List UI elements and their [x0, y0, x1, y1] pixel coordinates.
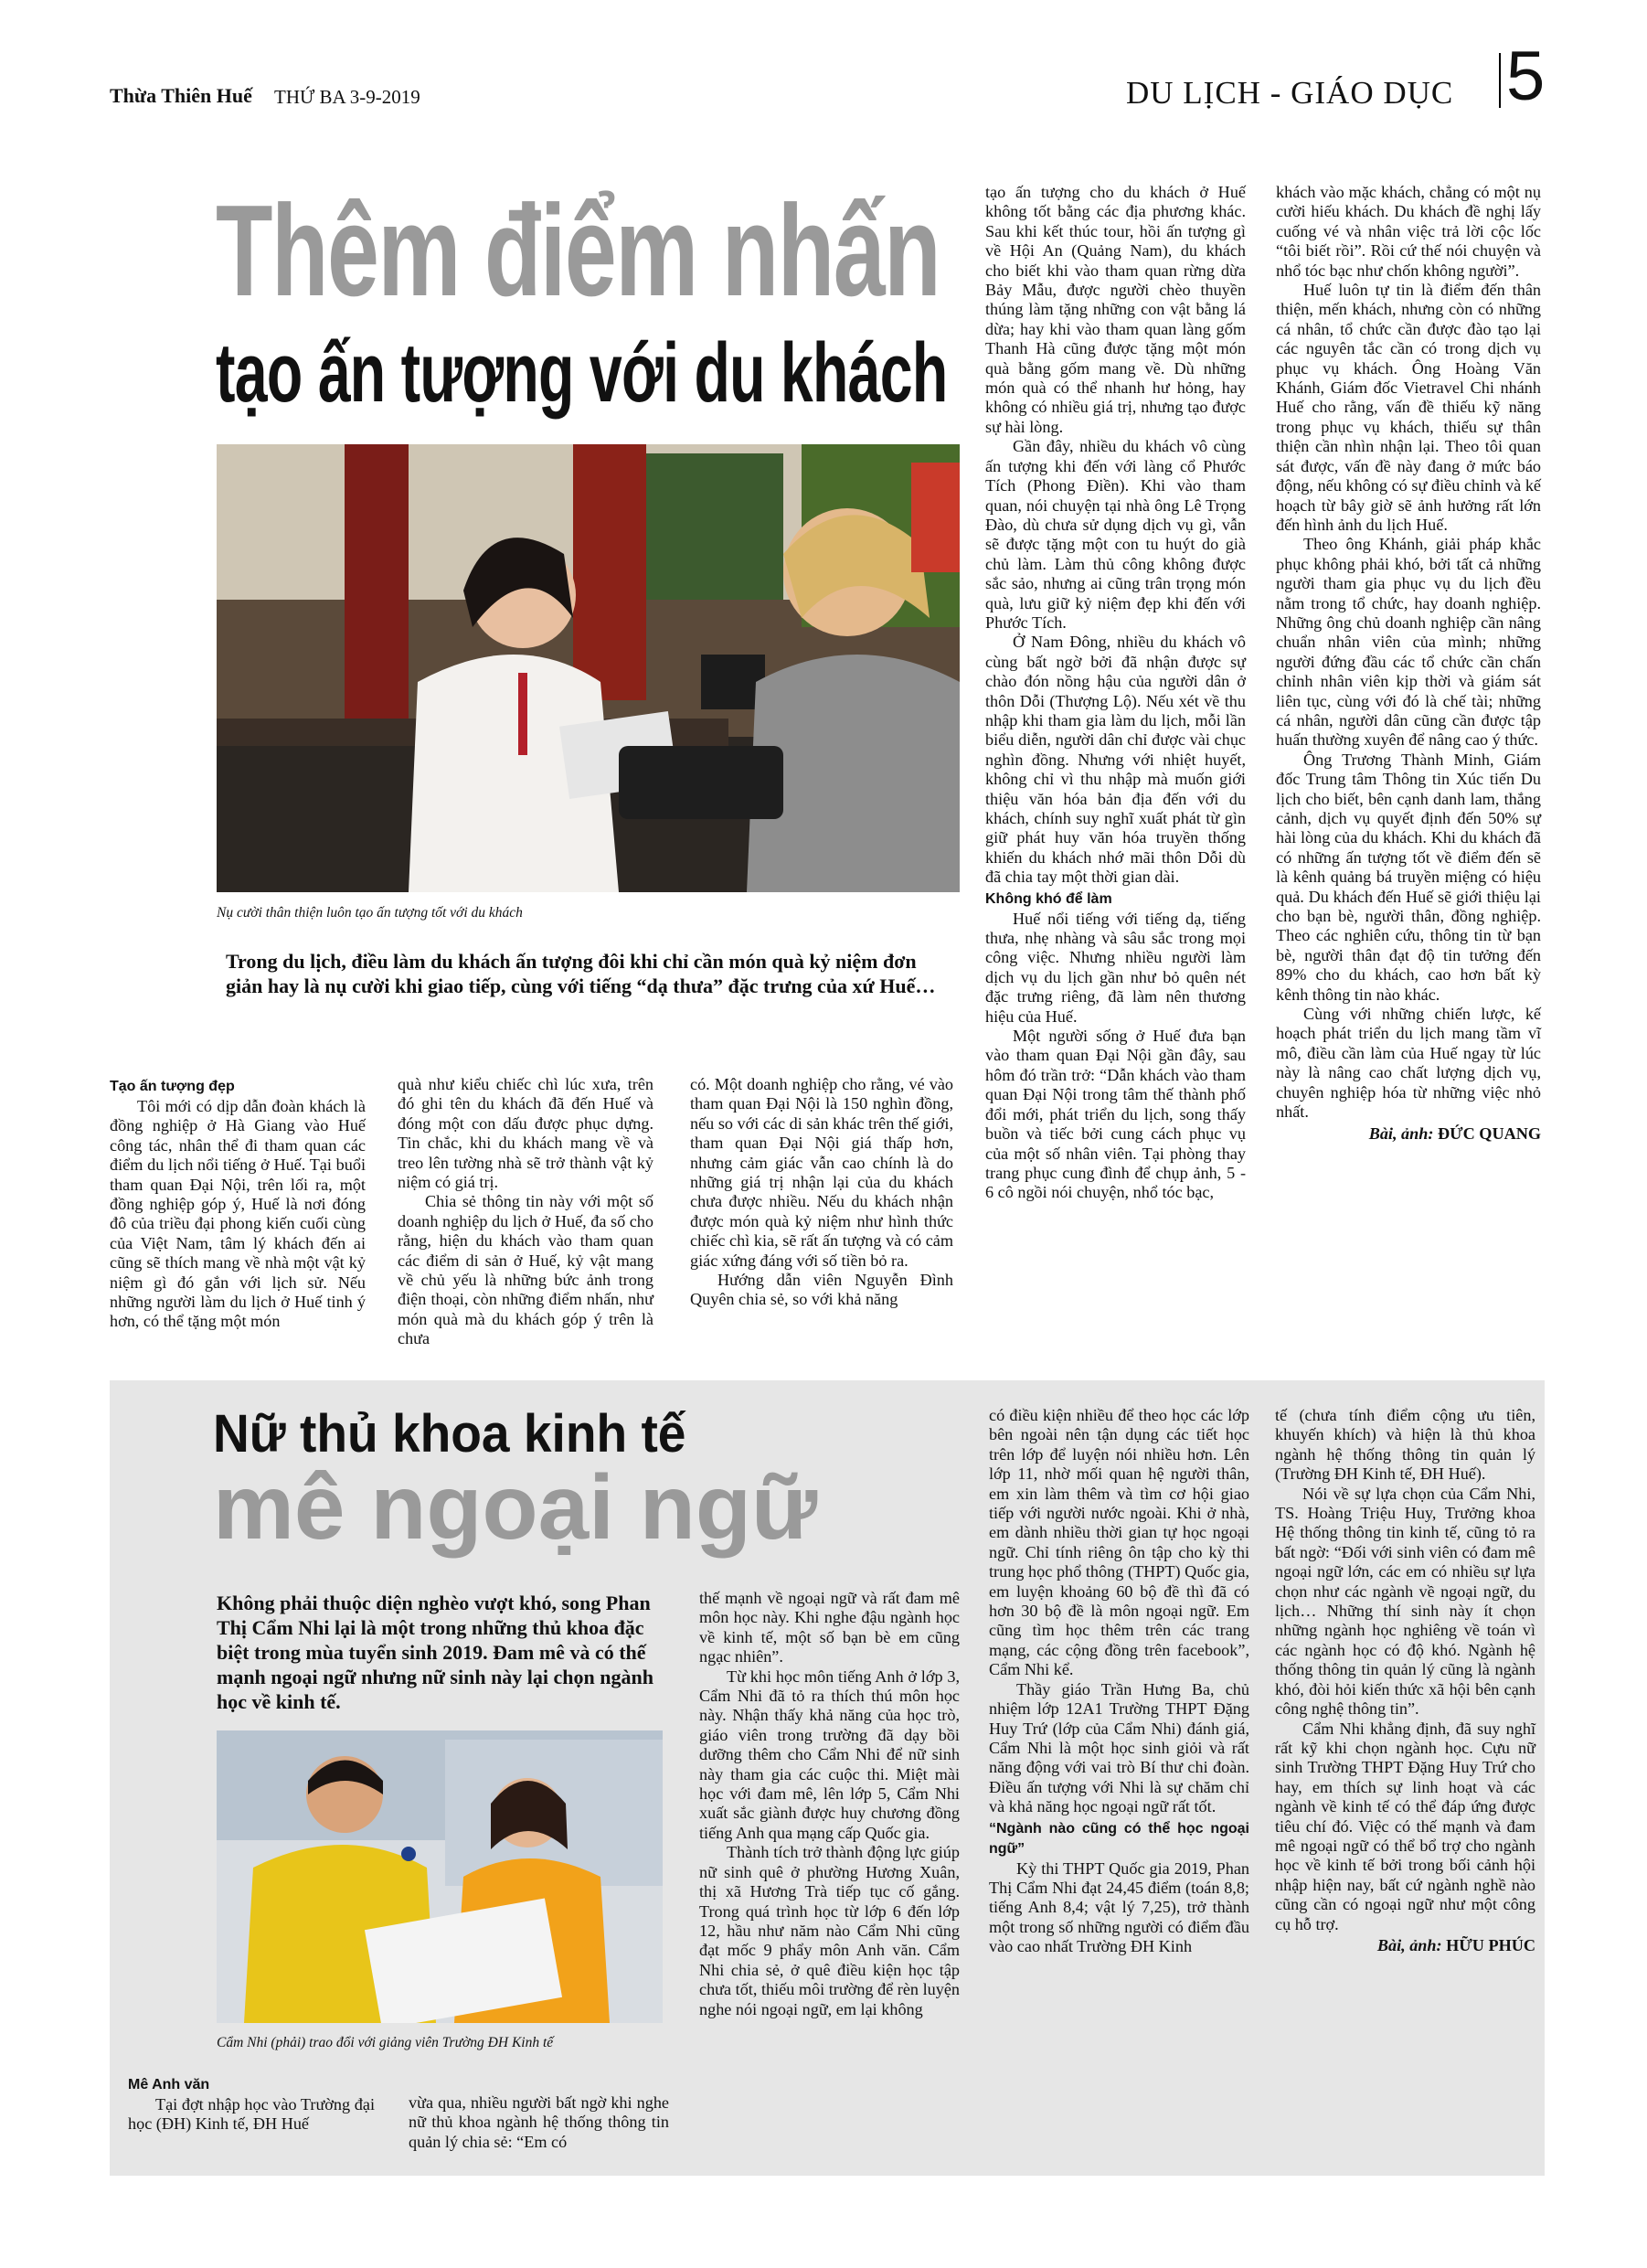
article2-subhead-2: “Ngành nào cũng có thể học ngoại ngữ” — [989, 1820, 1249, 1857]
article1-byline — [1276, 1124, 1541, 1144]
article1-column-4 — [985, 183, 1246, 1203]
article2-paragraph: Cẩm Nhi khẳng định, đã suy nghĩ rất kỹ khi chọn ngành học. Cựu nữ sinh Trường THPT Đặng Huy Trứ cho hay, em thích sự linh hoạt và các ngành về kinh tế có thể đáp ứng được tiêu chí đó. Việc có thế mạnh và đam mê ngoại ngữ có thể bổ trợ cho ngành học về kinh tế bởi trong bối cảnh hội nhập hiện nay, bất cứ ngành nghề nào cũng cần có ngoại ngữ như một công cụ hỗ trợ. — [1275, 1719, 1535, 1933]
article2-paragraph: Thầy giáo Trần Hưng Ba, chủ nhiệm lớp 12A1 Trường THPT Đặng Huy Trứ (lớp của Cẩm Nhi) đánh giá, Cẩm Nhi là một học sinh giỏi và rất năng động với vai trò Bí thư chi đoàn. Điều ấn tượng với Nhi là sự chăm chỉ và khả năng học ngoại ngữ rất tốt. — [989, 1679, 1249, 1816]
byline-label: Bài, ảnh: — [1376, 1935, 1442, 1954]
article1-paragraph: có. Một doanh nghiệp cho rằng, vé vào tham quan Đại Nội là 150 nghìn đồng, nếu so với các di sản khác trên thế giới, tham quan Đại Nội giá thấp hơn, nhưng cảm giác vẫn cao chính là do những giá trị nhận lại của du khách chưa được nhiều. Nếu du khách nhận được món quà kỷ niệm như hình thức chiếc chì kia, sẽ rất ấn tượng và có cảm giác xứng đáng với số tiền bỏ ra. — [690, 1075, 953, 1270]
article1-subhead-1: Tạo ấn tượng đẹp — [110, 1079, 235, 1094]
issue-date: THỨ BA 3-9-2019 — [274, 86, 420, 108]
article1-paragraph: Một người sống ở Huế đưa bạn vào tham quan Đại Nội gần đây, sau hôm đó trần trở: “Dẫn khách vào tham quan Đại Nội trong tâm thế thành phố đổi mới, phát triển du lịch, song thấy buồn và tiếc bởi cung cách phục vụ của một số nhân viên. Tại phòng thay trang phục cung đình để chụp ảnh, 5 - 6 cô ngồi nói chuyện, nhổ tóc bạc, — [985, 1027, 1246, 1202]
article2-paragraph: Nói về sự lựa chọn của Cẩm Nhi, TS. Hoàng Triệu Huy, Trưởng khoa Hệ thống thông tin kinh tế, cũng tỏ ra bất ngờ: “Đối với sinh viên có đam mê ngoại ngữ lớn, các em có nhiều sự lựa chọn như các ngành về ngoại ngữ, du lịch… Những thí sinh này ít chọn những ngành học nghiêng về toán vì các ngành học có độ khó. Ngành hệ thống thông tin quản lý cũng là ngành khó, đòi hỏi kiến thức xã hội bên cạnh công nghệ thông tin”. — [1275, 1484, 1535, 1719]
article1-paragraph: khách vào mặc khách, chẳng có một nụ cười hiếu khách. Du khách đề nghị lấy cuống vé và nhân việc trả lời cộc lốc “tôi biết rồi”. Rồi cứ thế nói chuyện và nhổ tóc bạc như chốn không người”. — [1276, 183, 1541, 280]
article1-lead: Trong du lịch, điều làm du khách ấn tượng đôi khi chỉ cần món quà kỷ niệm đơn giản hay là nụ cười khi giao tiếp, cùng với tiếng “dạ thưa” đặc trưng của xứ Huế… — [226, 950, 936, 997]
article1-paragraph: Huế nổi tiếng với tiếng dạ, tiếng thưa, nhẹ nhàng và sâu sắc trong mọi công việc. Nhưng nhiều người làm dịch vụ du lịch gần như bỏ quên nét đặc trưng riêng, đã làm nên thương hiệu của Huế. — [985, 909, 1246, 1026]
article2-paragraph: vừa qua, nhiều người bất ngờ khi nghe nữ thủ khoa ngành hệ thống thông tin quản lý chia sẻ: “Em có — [409, 2093, 669, 2151]
article2-paragraph: tế (chưa tính điểm cộng ưu tiên, khuyến khích) và hiện là thủ khoa ngành hệ thống thông tin quản lý (Trường ĐH Kinh tế, ĐH Huế). — [1275, 1406, 1535, 1484]
article2-column-3 — [699, 1589, 960, 2019]
section-title: DU LỊCH - GIÁO DỤC — [1126, 75, 1454, 111]
article2-paragraph: Tại đợt nhập học vào Trường đại học (ĐH) Kinh tế, ĐH Huế — [128, 2095, 375, 2134]
article1-column-3 — [690, 1075, 953, 1310]
article1-paragraph: Chia sẻ thông tin này với một số doanh nghiệp du lịch ở Huế, đa số cho rằng, hiện du khách vào tham quan các điểm di sản ở Huế, kỷ vật mang về chủ yếu là những bức ảnh trong điện thoại, còn những điểm nhấn, như món quà mà du khách góp ý trên là chưa — [398, 1192, 653, 1348]
byline-author: HỮU PHÚC — [1446, 1935, 1535, 1954]
article2-paragraph: Thành tích trở thành động lực giúp nữ sinh quê ở phường Hương Xuân, thị xã Hương Trà tiếp tục cố gắng. Trong quá trình học từ lớp 6 đến lớp 12, hầu như năm nào Cẩm Nhi cũng đạt mốc 9 phẩy môn Anh văn. Cẩm Nhi chia sẻ, ở quê điều kiện học tập chưa tốt, thiếu môi trường để rèn luyện nghe nói ngoại ngữ, em lại không — [699, 1843, 960, 2018]
article2-lead: Không phải thuộc diện nghèo vượt khó, song Phan Thị Cẩm Nhi lại là một trong những thủ khoa đặc biệt trong mùa tuyển sinh 2019. Đam mê và có thế mạnh ngoại ngữ nhưng nữ sinh này lại chọn ngành học về kinh tế. — [217, 1592, 653, 1713]
article1-paragraph: Theo ông Khánh, giải pháp khắc phục không phải khó, bởi tất cả những người tham gia phục vụ du lịch đều nằm trong tổ chức, hay doanh nghiệp. Những ông chủ doanh nghiệp cần nâng chuẩn nhân viên của mình; những người đứng đầu các tổ chức cần chấn chỉnh nhân viên kịp thời và giám sát liên tục, cùng với đó là chế tài; những cá nhân, người dân cũng cần được tập huấn thường xuyên để nâng cao ý thức. — [1276, 535, 1541, 750]
article2-paragraph: Kỳ thi THPT Quốc gia 2019, Phan Thị Cẩm Nhi đạt 24,45 điểm (toán 8,8; tiếng Anh 8,4; vật lý 7,25), trở thành một trong số những người có điểm đầu vào cao nhất Trường ĐH Kinh — [989, 1858, 1249, 1956]
article1-title-line2: tạo ấn tượng với du khách — [216, 326, 948, 420]
article1-subhead-2: Không khó để làm — [985, 890, 1112, 907]
article1-paragraph: Ông Trương Thành Minh, Giám đốc Trung tâm Thông tin Xúc tiến Du lịch cho biết, bên cạnh danh lam, thắng cảnh, dịch vụ quyết định đến 50% sự hài lòng của du khách. Khi du khách đã có những ấn tượng tốt về điểm đến sẽ là kênh quảng bá truyền miệng có hiệu quả. Du khách đến Huế sẽ giới thiệu lại cho bạn bè, người thân, đồng nghiệp. Theo các nghiên cứu, thông tin từ bạn bè, người thân đạt độ tin tưởng đến 89% cho du khách, cao hơn bất kỳ kênh thông tin nào khác. — [1276, 750, 1541, 1004]
article1-paragraph: Cùng với những chiến lược, kế hoạch phát triển du lịch mang tầm vĩ mô, điều cần làm của Huế ngay từ lúc này là nâng cao chất lượng dịch vụ, chuyên nghiệp hóa từ những việc nhỏ nhất. — [1276, 1005, 1541, 1122]
article1-column-1 — [110, 1075, 366, 1332]
article1-column-5 — [1276, 183, 1541, 1144]
article2-byline — [1275, 1936, 1535, 1955]
article1-paragraph: quà như kiểu chiếc chì lúc xưa, trên đó ghi tên du khách đã đến Huế và đóng một con dấu được phục dựng. Tin chắc, khi du khách mang về và treo lên tường nhà sẽ trở thành vật kỷ niệm có giá trị. — [398, 1075, 653, 1192]
article1-photo — [217, 444, 960, 892]
article2-column-4 — [989, 1406, 1249, 1957]
article1-paragraph: tạo ấn tượng cho du khách ở Huế không tốt bằng các địa phương khác. Sau khi kết thúc tour, hồi ấn tượng gì về Hội An (Quảng Nam), du khách cho biết khi vào tham quan rừng dừa Bảy Mẫu, được người chèo thuyền thúng làm tặng những con vật bằng lá dừa; hay khi vào tham quan làng gốm Thanh Hà cũng được tặng một món quà bằng gốm mang về. Dù những món quà có thể nhanh hư hỏng, hay không có nhiều giá trị, nhưng tạo được sự hài lòng. — [985, 183, 1246, 436]
article1-paragraph: Hướng dẫn viên Nguyễn Đình Quyên chia sẻ, so với khả năng — [690, 1271, 953, 1309]
article1-paragraph: Tôi mới có dịp dẫn đoàn khách là đồng nghiệp ở Hà Giang vào Huế công tác, nhân thể đi tham quan các điểm du lịch nổi tiếng ở Huế. Tại buổi tham quan Đại Nội, trên lối ra, một đồng nghiệp góp ý, Huế là nơi đóng đô của triều đại phong kiến cuối cùng của Việt Nam, tâm lý khách đến ai cũng sẽ thích mang về nhà một vật kỷ niệm gì đó gắn với lịch sử. Nếu những người làm du lịch ở Huế tinh ý hơn, có thể tặng một món — [110, 1097, 366, 1331]
article1-column-2 — [398, 1075, 653, 1349]
article2-paragraph: có điều kiện nhiều để theo học các lớp bên ngoài nên tận dụng các tiết học trên lớp để luyện nói nhiều hơn. Lên lớp 11, nhờ mối quan hệ người thân, em xin làm thêm và tìm cơ hội giao tiếp với người nước ngoài. Khi ở nhà, em dành nhiều thời gian tự học ngoại ngữ. Chỉ tính riêng ôn tập cho kỳ thi trung học phổ thông (THPT) Quốc gia, em luyện khoảng 60 bộ đề thì đã có hơn 30 bộ đề là môn ngoại ngữ. Em cũng tìm học thêm trên các trang mạng, các cộng đồng trên facebook”, Cẩm Nhi kể. — [989, 1406, 1249, 1679]
article1-photo-caption: Nụ cười thân thiện luôn tạo ấn tượng tốt với du khách — [217, 905, 523, 921]
article2-photo-caption: Cẩm Nhi (phải) trao đổi với giảng viên Trường ĐH Kinh tế — [217, 2035, 554, 2050]
article1-paragraph: Huế luôn tự tin là điểm đến thân thiện, mến khách, nhưng còn có những cá nhân, tổ chức cần được đào tạo lại các nguyên tắc cần có trong dịch vụ phục vụ khách. Ông Hoàng Văn Khánh, Giám đốc Vietravel Chi nhánh Huế cho rằng, vấn đề thiếu kỹ năng trong phục vụ khách, thiếu sự thân thiện cần nhìn nhận lại. Theo tôi quan sát được, vấn đề này đang ở mức báo động, nếu không có sự điều chỉnh và kế hoạch từ bây giờ sẽ ảnh hưởng rất lớn đến hình ảnh du lịch Huế. — [1276, 281, 1541, 534]
newspaper-name: Thừa Thiên Huế — [110, 84, 252, 107]
byline-author: ĐỨC QUANG — [1438, 1123, 1541, 1143]
article2-column-5 — [1275, 1406, 1535, 1955]
article2-paragraph: Từ khi học môn tiếng Anh ở lớp 3, Cẩm Nhi đã tỏ ra thích thú môn học này. Nhận thấy khả năng của học trò, giáo viên trong trường đã dạy bồi dưỡng thêm cho Cẩm Nhi để nữ sinh này tham gia các cuộc thi. Miệt mài học với đam mê, lên lớp 5, Cẩm Nhi xuất sắc giành được huy chương đồng tiếng Anh qua mạng cấp Quốc gia. — [699, 1666, 960, 1842]
article2-title-line1: Nữ thủ khoa kinh tế — [213, 1404, 686, 1464]
header-divider — [1499, 53, 1501, 108]
article2-photo — [217, 1730, 663, 2023]
article2-paragraph: thế mạnh về ngoại ngữ và rất đam mê môn học này. Khi nghe đậu ngành học về kinh tế, một số bạn bè em cũng ngạc nhiên”. — [699, 1589, 960, 1666]
byline-label: Bài, ảnh: — [1368, 1123, 1434, 1143]
page-number: 5 — [1506, 37, 1546, 115]
article1-paragraph: Ở Nam Đông, nhiều du khách vô cùng bất ngờ bởi đã nhận được sự chào đón nồng hậu của người dân ở thôn Dỗi (Thượng Lộ). Nếu xét về thu nhập khi tham gia làm du lịch, mỗi lần biểu diễn, người dân chỉ được vài chục nghìn đồng. Nhưng với nhiệt huyết, không chỉ vì thu nhập mà muốn giới thiệu văn hóa bản địa đến với du khách, chính suy nghĩ xuất phát từ gìn giữ phát huy văn hóa truyền thống khiến du khách nhớ mãi thôn Dỗi dù đã chia tay một thời gian dài. — [985, 633, 1246, 887]
article2-subhead-1: Mê Anh văn — [128, 2077, 210, 2092]
article1-paragraph: Gần đây, nhiều du khách vô cùng ấn tượng khi đến với làng cổ Phước Tích (Phong Điền). Khi vào tham quan, nói chuyện tại nhà ông Lê Trọng Đào, dù chưa sử dụng dịch vụ gì, vẫn sẽ được tặng một con tu huýt do già chủ làm. Làm thủ công không được sắc sảo, nhưng ai cũng trân trọng món quà, lưu giữ kỷ niệm đẹp khi đến với Phước Tích. — [985, 437, 1246, 632]
article2-column-1 — [128, 2073, 375, 2135]
article2-column-2 — [409, 2093, 669, 2152]
article2-title-line2: mê ngoại ngữ — [213, 1456, 818, 1559]
article1-title-line1: Thêm điểm nhấn — [216, 178, 940, 324]
